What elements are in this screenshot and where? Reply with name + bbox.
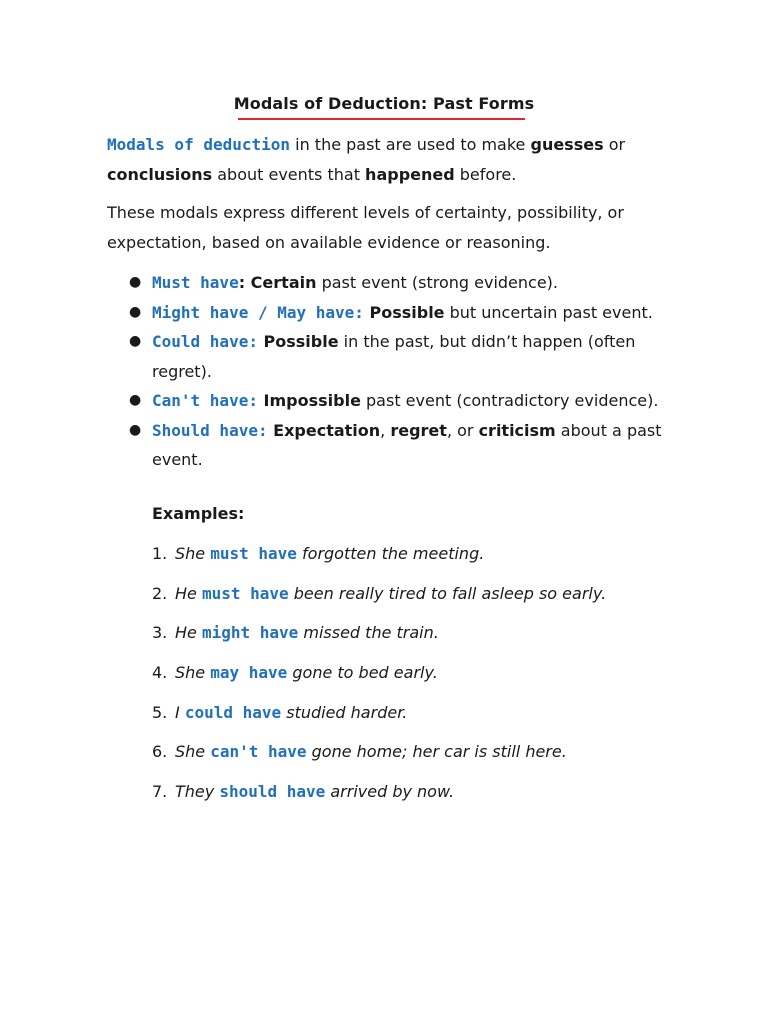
intro-term-guesses: guesses <box>530 135 604 154</box>
example-number: 3. <box>152 623 168 643</box>
intro-paragraph-2: These modals express different levels of certainty, possibility, or expectation, based on available evidence or reasoning. <box>107 203 624 252</box>
example-pre: I <box>175 702 185 722</box>
example-number: 2. <box>152 583 168 603</box>
example-pre: He <box>175 583 202 603</box>
modal-term: Can't have: <box>152 391 258 410</box>
example-number: 7. <box>152 782 168 802</box>
modal-term: Must have <box>152 273 239 292</box>
document-title: Modals of Deduction: Past Forms <box>233 94 535 113</box>
intro-paragraph <box>107 130 667 189</box>
intro-text-2: or <box>603 135 626 154</box>
example-modal: must have <box>201 583 289 603</box>
list-item <box>107 416 667 475</box>
modal-key: Certain <box>245 273 317 292</box>
example-post: gone home; her car is still here. <box>306 742 567 762</box>
example-modal: could have <box>184 702 282 722</box>
modal-separator: : <box>238 273 246 292</box>
bullet-icon: ● <box>129 392 142 408</box>
modal-description: but uncertain past event. <box>444 302 653 322</box>
modal-term: Might have / May have: <box>152 302 364 322</box>
modal-description: in the past, but didn’t happen (often regret). <box>152 332 636 381</box>
example-pre: She <box>175 663 211 683</box>
modal-key: Expectation <box>267 420 381 440</box>
intro-term-conclusions: conclusions <box>107 164 213 184</box>
example-pre: She <box>175 742 211 762</box>
example-post: arrived by now. <box>325 782 455 802</box>
intro-term-modals: Modals of deduction <box>107 135 291 154</box>
modal-description-3: about a past event. <box>152 420 662 469</box>
list-item <box>152 779 606 819</box>
intro-text-1: in the past are used to make <box>290 135 531 154</box>
example-number: 1. <box>152 544 168 563</box>
modal-key-3: criticism <box>478 420 556 440</box>
list-item <box>152 700 606 740</box>
example-post: forgotten the meeting. <box>296 544 485 563</box>
list-item <box>152 581 606 621</box>
example-modal: may have <box>210 663 288 683</box>
modal-description: , <box>380 420 391 440</box>
list-item <box>152 660 606 700</box>
example-modal: must have <box>210 544 297 563</box>
example-post: studied harder. <box>281 702 408 722</box>
modal-key: Possible <box>363 302 445 322</box>
list-item <box>152 739 606 779</box>
bullet-icon: ● <box>129 421 142 438</box>
example-pre: She <box>175 544 211 563</box>
modal-term: Should have: <box>152 420 268 440</box>
title-underline <box>238 118 525 120</box>
intro-text-3: about events that <box>212 164 366 184</box>
example-modal: can't have <box>210 742 307 762</box>
example-modal: might have <box>201 623 299 643</box>
list-item <box>152 620 606 660</box>
modal-key: Impossible <box>257 391 361 410</box>
list-item <box>107 298 667 328</box>
list-item <box>107 268 667 298</box>
example-post: missed the train. <box>298 623 439 643</box>
example-number: 5. <box>152 702 168 722</box>
bullet-icon: ● <box>129 274 142 290</box>
list-item <box>107 327 667 386</box>
modal-key-2: regret <box>390 420 447 440</box>
list-item <box>152 541 606 581</box>
example-post: gone to bed early. <box>287 663 438 683</box>
example-pre: He <box>175 623 202 643</box>
modal-description-2: , or <box>446 420 479 440</box>
example-pre: They <box>175 782 220 802</box>
example-post: been really tired to fall asleep so early. <box>288 583 607 603</box>
modal-description: past event (contradictory evidence). <box>360 391 659 410</box>
list-item <box>107 386 667 416</box>
example-number: 4. <box>152 663 168 683</box>
examples-list <box>152 541 606 819</box>
bullet-icon: ● <box>129 303 142 320</box>
intro-text-4: before. <box>454 164 517 184</box>
modal-term: Could have: <box>152 332 258 351</box>
intro-term-happened: happened <box>365 164 455 184</box>
bullet-icon: ● <box>129 333 142 349</box>
modal-key: Possible <box>257 332 339 351</box>
examples-heading: Examples: <box>152 504 245 523</box>
modals-list <box>107 268 667 475</box>
modal-description: past event (strong evidence). <box>316 273 558 292</box>
example-number: 6. <box>152 742 168 762</box>
example-modal: should have <box>219 782 326 802</box>
